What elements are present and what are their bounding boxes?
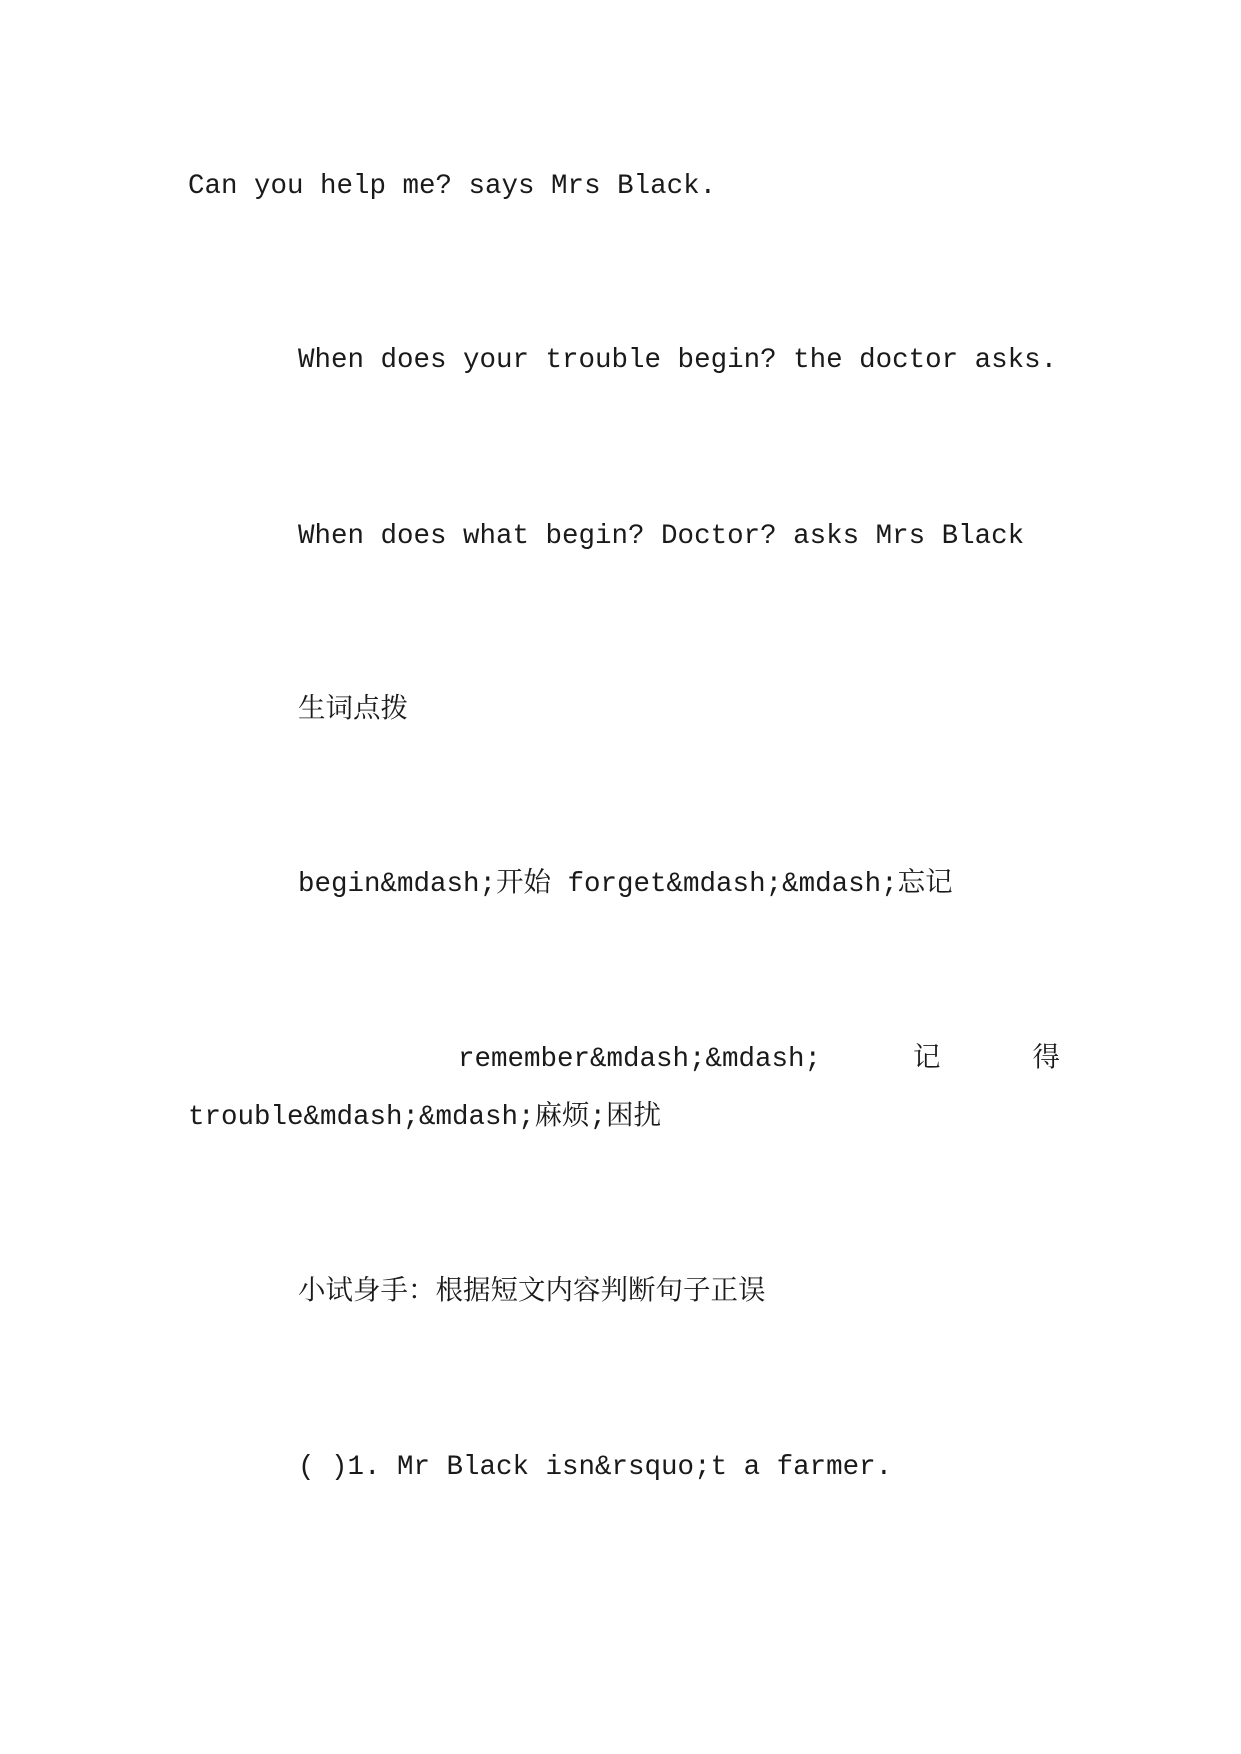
vocab-line-2-continuation: trouble&mdash;&mdash;麻烦;困扰 (188, 1102, 662, 1133)
dialogue-line-2: When does your trouble begin? the doctor asks. (298, 345, 1058, 376)
vocab-word-remember: remember&mdash;&mdash; (458, 1044, 822, 1075)
exercise-item-1: ( )1. Mr Black isn&rsquo;t a farmer. (298, 1452, 893, 1483)
vocab-line-1: begin&mdash;开始 forget&mdash;&mdash;忘记 (298, 869, 953, 900)
dialogue-line-3: When does what begin? Doctor? asks Mrs Black (298, 521, 1025, 552)
vocab-meaning-char-1: 记 (913, 1044, 941, 1075)
dialogue-line-1: Can you help me? says Mrs Black. (188, 171, 717, 202)
vocab-heading: 生词点拨 (298, 695, 408, 726)
exercise-heading: 小试身手：根据短文内容判断句子正误 (298, 1277, 766, 1308)
vocab-meaning-char-2: 得 (1032, 1044, 1060, 1075)
vocab-line-2-first-row (458, 1031, 1060, 1089)
